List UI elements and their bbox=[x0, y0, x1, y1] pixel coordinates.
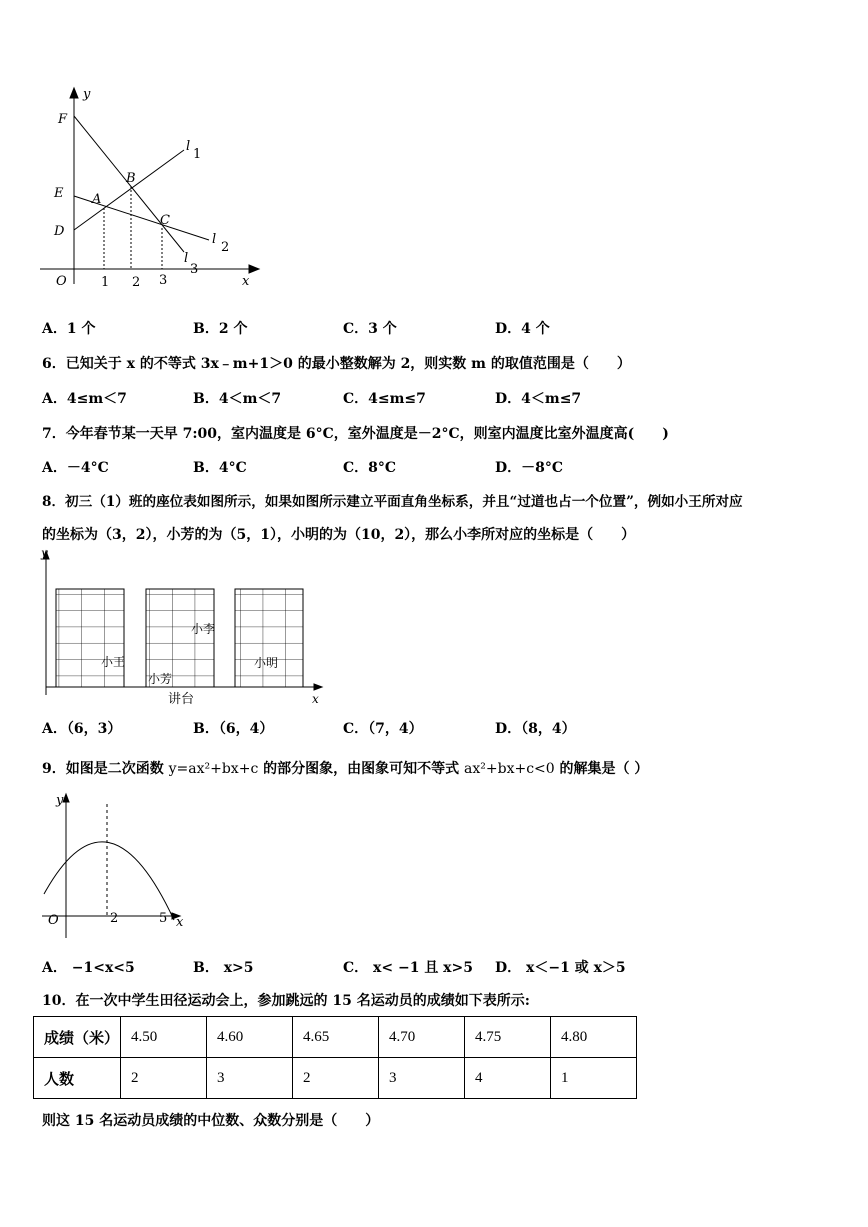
label-f: F bbox=[58, 112, 68, 127]
q5-option-b: B．2 个 bbox=[193, 321, 248, 337]
label-b: B bbox=[126, 171, 136, 186]
label-e: E bbox=[54, 186, 64, 201]
seat-podium: 讲台 bbox=[168, 692, 195, 707]
q8-option-d: D．（8，4） bbox=[495, 721, 576, 737]
tick-2: 2 bbox=[132, 275, 141, 290]
parabola-label-x: x bbox=[176, 915, 184, 930]
table-cell: 3 bbox=[379, 1058, 465, 1099]
table-header-count: 人数 bbox=[34, 1058, 121, 1099]
table-cell: 2 bbox=[121, 1058, 207, 1099]
q5-option-a: A．1 个 bbox=[42, 321, 96, 337]
table-cell: 4.80 bbox=[551, 1017, 637, 1058]
table-cell: 4.70 bbox=[379, 1017, 465, 1058]
q10-score-table bbox=[33, 1016, 637, 1099]
table-row bbox=[34, 1017, 637, 1058]
parabola-curve bbox=[44, 842, 174, 920]
parabola-label-o: O bbox=[48, 913, 59, 928]
label-l1-sub: 1 bbox=[193, 147, 202, 162]
q6-option-d: D．4＜m≤7 bbox=[495, 391, 582, 407]
parabola-tick-5: 5 bbox=[159, 911, 168, 926]
q5-option-d: D．4 个 bbox=[495, 321, 550, 337]
table-cell: 4.75 bbox=[465, 1017, 551, 1058]
q8-option-c: C．（7，4） bbox=[343, 721, 423, 737]
label-o: O bbox=[56, 274, 67, 289]
q8-seating-figure bbox=[36, 545, 326, 710]
seat-label-y: y bbox=[41, 546, 48, 560]
label-d: D bbox=[54, 224, 65, 239]
q8-stem-line2: 的坐标为（3，2），小芳的为（5，1），小明的为（10，2），那么小李所对应的坐标是（ ） bbox=[42, 527, 636, 543]
seat-label-x: x bbox=[312, 692, 319, 706]
tick-1: 1 bbox=[101, 275, 110, 290]
q6-stem: 6．已知关于 x 的不等式 3x﹣m+1＞0 的最小整数解为 2，则实数 m 的取值范围是（ ） bbox=[42, 356, 631, 372]
q10-after-text: 则这 15 名运动员成绩的中位数、众数分别是（ ） bbox=[42, 1113, 380, 1129]
q7-option-a: A．－4°C bbox=[42, 460, 109, 476]
q8-stem-line1: 8．初三（1）班的座位表如图所示，如果如图所示建立平面直角坐标系，并且“过道也占一个位置”，例如小王所对应 bbox=[42, 494, 743, 510]
q6-option-c: C．4≤m≤7 bbox=[343, 391, 426, 407]
q7-option-b: B．4°C bbox=[193, 460, 247, 476]
q9-option-b: B． x>5 bbox=[193, 960, 254, 976]
q9-option-a: A． −1<x<5 bbox=[42, 960, 135, 976]
q5-figure bbox=[34, 84, 264, 296]
q9-option-d: D． x＜−1 或 x＞5 bbox=[495, 960, 626, 976]
q10-stem: 10．在一次中学生田径运动会上，参加跳远的 15 名运动员的成绩如下表所示: bbox=[42, 993, 530, 1009]
label-l3: l bbox=[184, 251, 189, 266]
seat-xiaowang: 小王 bbox=[101, 655, 126, 669]
table-cell: 3 bbox=[207, 1058, 293, 1099]
table-row bbox=[34, 1058, 637, 1099]
label-l3-sub: 3 bbox=[190, 262, 199, 277]
label-a: A bbox=[92, 192, 102, 207]
q9-stem bbox=[42, 758, 648, 778]
table-cell: 4.65 bbox=[293, 1017, 379, 1058]
label-y: y bbox=[83, 87, 91, 102]
tick-3: 3 bbox=[159, 273, 168, 288]
q9-parabola-figure bbox=[38, 790, 198, 940]
seat-block-left bbox=[56, 589, 124, 687]
q9-inequality: ax²+bx+c<0 bbox=[464, 761, 555, 777]
label-l1: l bbox=[186, 139, 191, 154]
label-l2-sub: 2 bbox=[221, 240, 230, 255]
q9-function: y=ax²+bx+c bbox=[168, 761, 259, 777]
q6-option-b: B．4＜m＜7 bbox=[193, 391, 282, 407]
seat-xiaofang: 小芳 bbox=[148, 672, 173, 686]
q8-option-b: B．（6，4） bbox=[193, 721, 274, 737]
table-cell: 1 bbox=[551, 1058, 637, 1099]
q7-stem: 7．今年春节某一天早 7:00，室内温度是 6°C，室外温度是－2°C，则室内温度比室外温度高( ) bbox=[42, 426, 669, 442]
q9-stem-part1: 9．如图是二次函数 bbox=[42, 761, 169, 777]
parabola-label-y: y bbox=[56, 793, 64, 808]
q7-option-c: C．8°C bbox=[343, 460, 397, 476]
table-cell: 4.50 bbox=[121, 1017, 207, 1058]
table-cell: 4 bbox=[465, 1058, 551, 1099]
q9-option-c: C． x< −1 且 x>5 bbox=[343, 960, 474, 976]
table-cell: 2 bbox=[293, 1058, 379, 1099]
seat-xiaoli: 小李 bbox=[191, 622, 216, 636]
q9-stem-part3: 的解集是（ ） bbox=[554, 761, 649, 777]
parabola-tick-2: 2 bbox=[110, 911, 119, 926]
q9-stem-part2: 的部分图象，由图象可知不等式 bbox=[258, 761, 465, 777]
seat-xiaoming: 小明 bbox=[254, 656, 279, 670]
seat-block-right bbox=[235, 589, 303, 687]
label-l2: l bbox=[212, 232, 217, 247]
q8-option-a: A．（6，3） bbox=[42, 721, 122, 737]
q5-option-c: C．3 个 bbox=[343, 321, 397, 337]
q6-option-a: A．4≤m＜7 bbox=[42, 391, 127, 407]
q7-option-d: D．－8°C bbox=[495, 460, 564, 476]
label-c: C bbox=[160, 213, 170, 228]
table-header-score: 成绩（米） bbox=[34, 1017, 121, 1058]
table-cell: 4.60 bbox=[207, 1017, 293, 1058]
label-x: x bbox=[242, 274, 250, 289]
